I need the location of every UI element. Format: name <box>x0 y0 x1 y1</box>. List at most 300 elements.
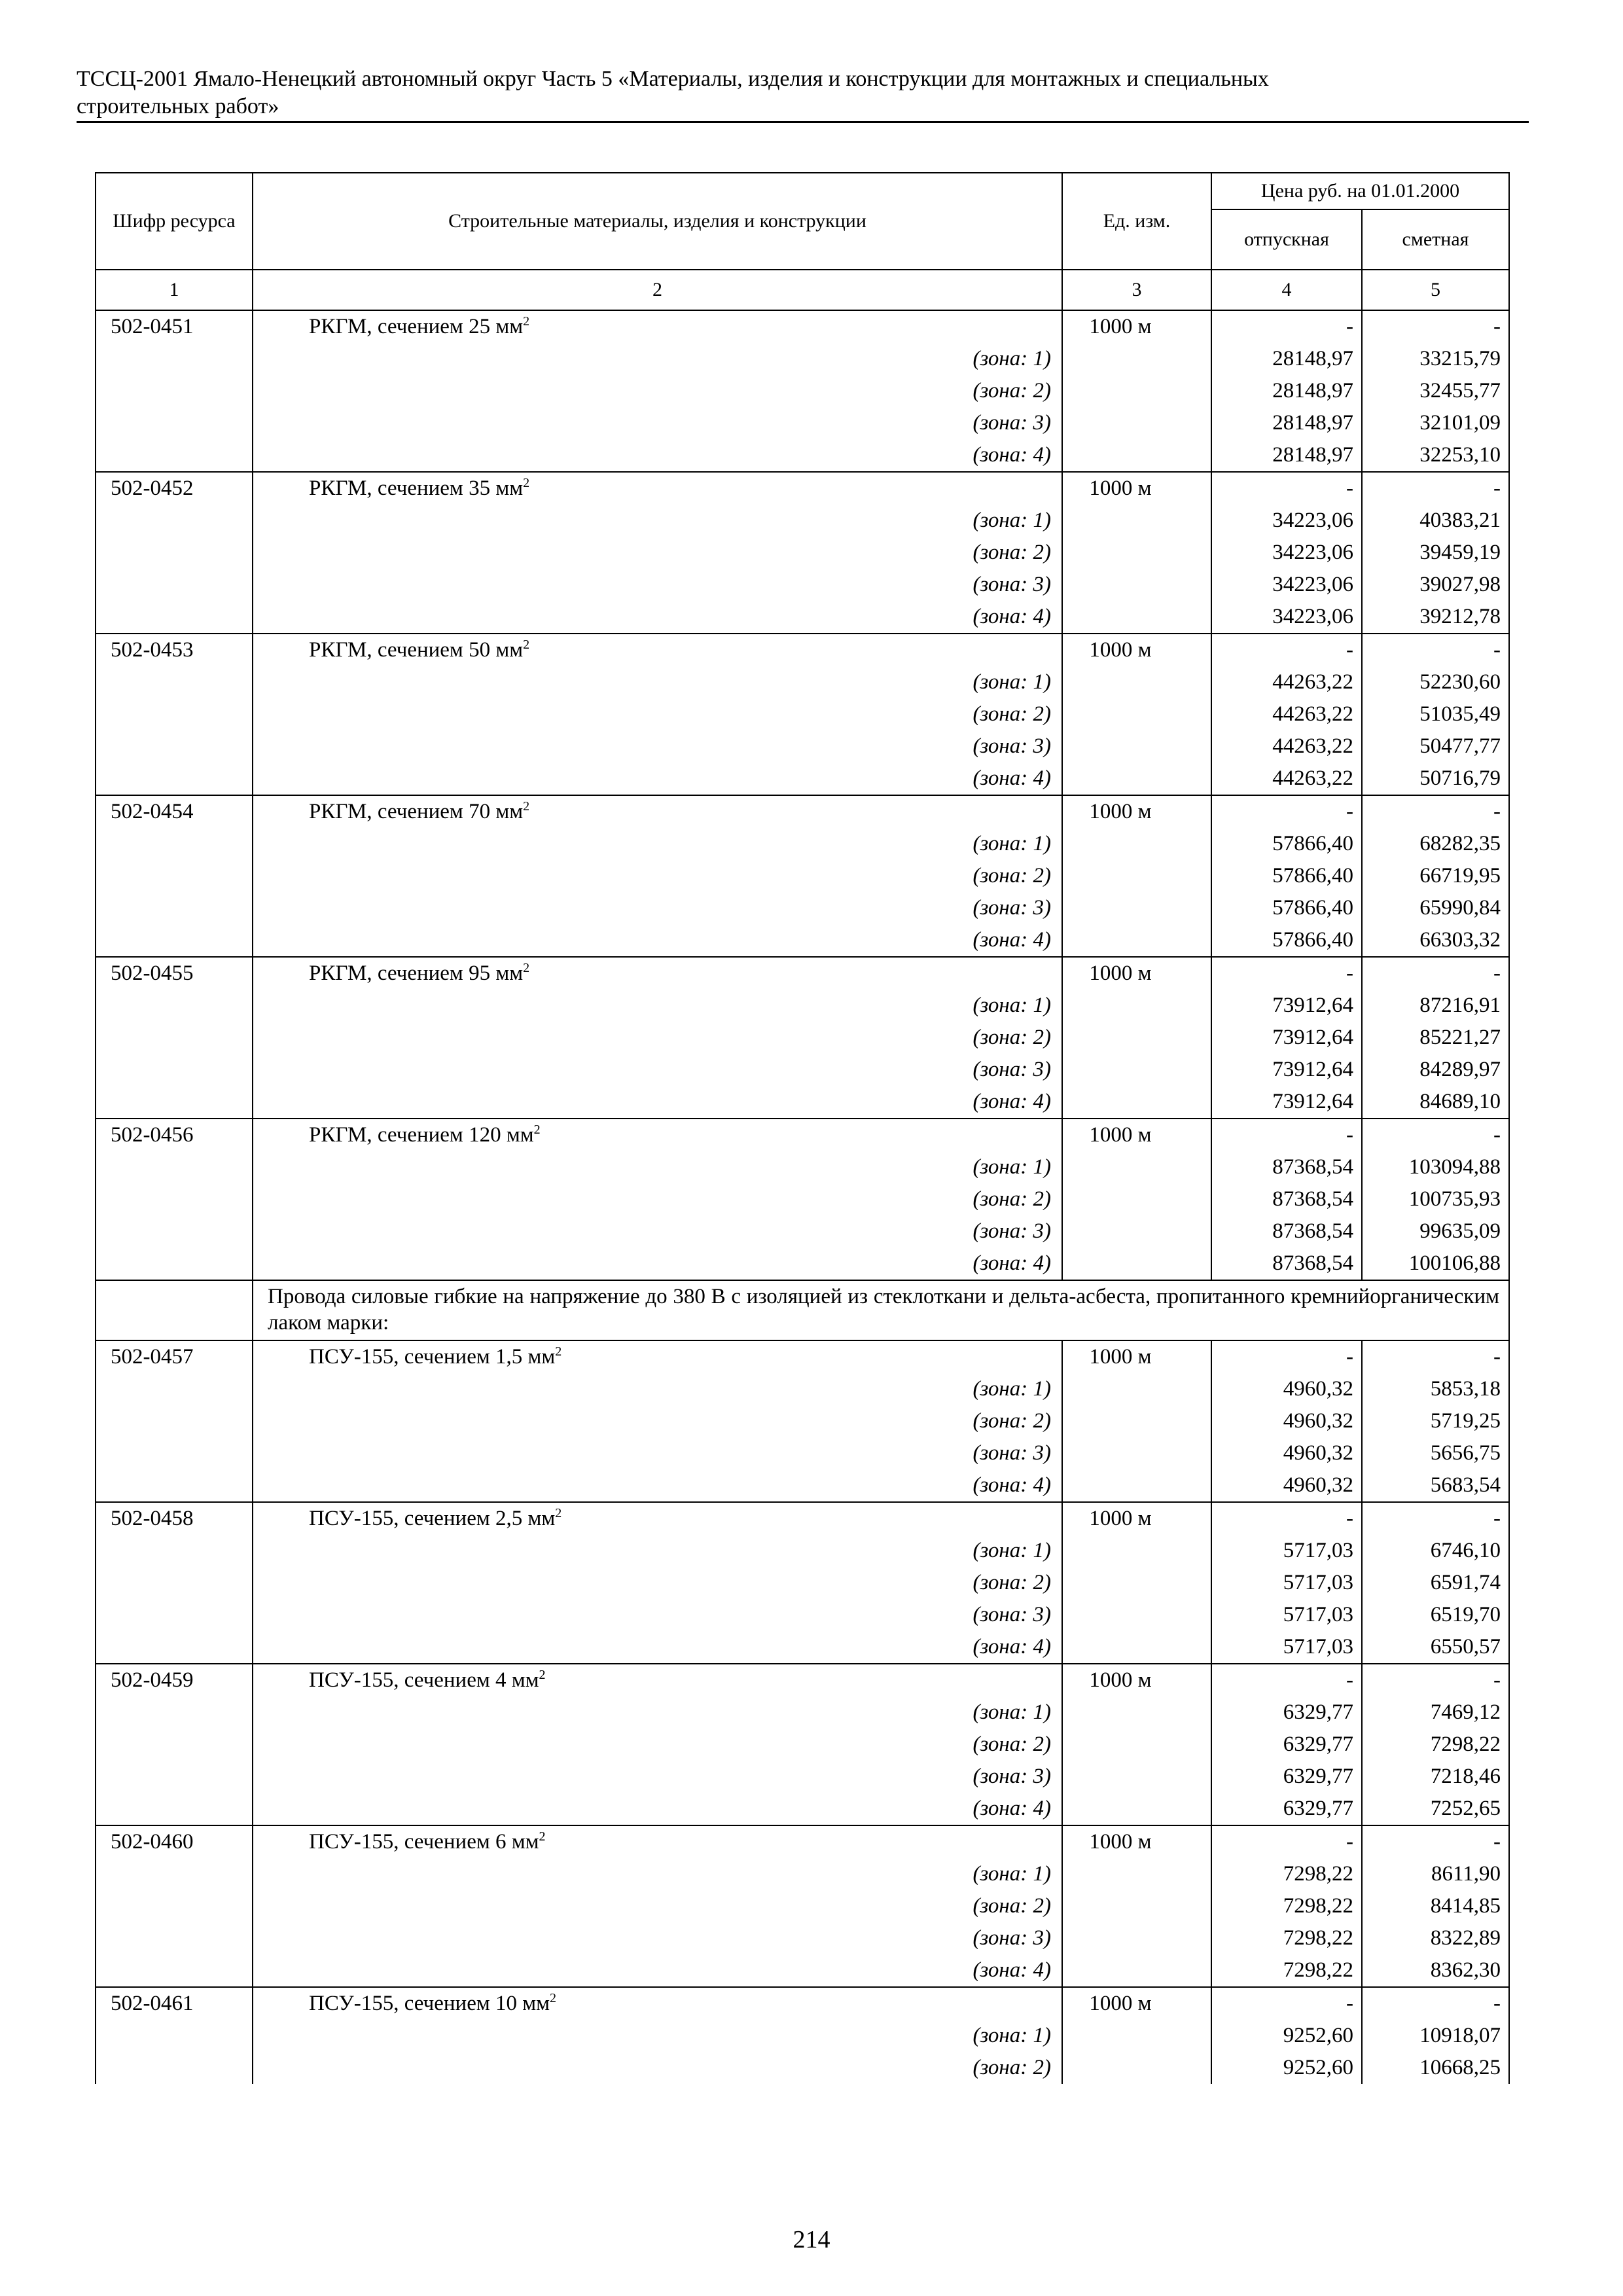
material-name: РКГМ, сечением 50 мм <box>309 638 524 662</box>
zone-price-release: 4960,32 <box>1211 1469 1362 1502</box>
zone-price-release: 57866,40 <box>1211 892 1362 924</box>
zone-row <box>96 1599 1509 1631</box>
zone-price-release: 6329,77 <box>1211 1729 1362 1761</box>
item-row <box>96 634 1509 666</box>
zone-price-estimate: 5719,25 <box>1362 1405 1509 1437</box>
zone-unit-cell <box>1062 1373 1211 1405</box>
zone-row <box>96 860 1509 892</box>
zone-unit-cell <box>1062 730 1211 762</box>
col-number-4: 4 <box>1211 270 1362 310</box>
zone-price-release: 7298,22 <box>1211 1890 1362 1922</box>
zone-price-release: 73912,64 <box>1211 1022 1362 1054</box>
zone-code-cell <box>96 1022 253 1054</box>
item-row <box>96 1502 1509 1535</box>
resource-code: 502-0452 <box>96 472 253 505</box>
zone-code-cell <box>96 762 253 795</box>
material-name-cell <box>253 472 1062 505</box>
zone-label: (зона: 1) <box>253 666 1062 698</box>
zone-row <box>96 1151 1509 1183</box>
zone-row <box>96 407 1509 439</box>
zone-code-cell <box>96 343 253 375</box>
zone-price-estimate: 8414,85 <box>1362 1890 1509 1922</box>
zone-row <box>96 1954 1509 1987</box>
zone-price-release: 87368,54 <box>1211 1247 1362 1280</box>
material-name: ПСУ-155, сечением 10 мм <box>309 1992 550 2015</box>
zone-price-estimate: 10918,07 <box>1362 2020 1509 2052</box>
header-line-1: ТССЦ-2001 Ямало-Ненецкий автономный округ Часть 5 «Материалы, изделия и конструкции для монтажных и специальных <box>77 67 1269 91</box>
unit-superscript: 2 <box>539 1668 546 1682</box>
zone-price-estimate: 100106,88 <box>1362 1247 1509 1280</box>
zone-code-cell <box>96 439 253 472</box>
zone-unit-cell <box>1062 666 1211 698</box>
resource-code: 502-0460 <box>96 1825 253 1858</box>
zone-price-estimate: 50477,77 <box>1362 730 1509 762</box>
zone-unit-cell <box>1062 1567 1211 1599</box>
item-row <box>96 472 1509 505</box>
zone-unit-cell <box>1062 375 1211 407</box>
unit: 1000 м <box>1062 634 1211 666</box>
zone-label: (зона: 3) <box>253 1599 1062 1631</box>
price-release: - <box>1211 795 1362 828</box>
item-row <box>96 795 1509 828</box>
zone-price-estimate: 66719,95 <box>1362 860 1509 892</box>
zone-unit-cell <box>1062 1761 1211 1793</box>
unit-superscript: 2 <box>555 1344 562 1359</box>
zone-price-estimate: 99635,09 <box>1362 1215 1509 1247</box>
zone-label: (зона: 1) <box>253 505 1062 537</box>
zone-unit-cell <box>1062 828 1211 860</box>
unit: 1000 м <box>1062 1825 1211 1858</box>
zone-label: (зона: 2) <box>253 1729 1062 1761</box>
zone-code-cell <box>96 2052 253 2084</box>
zone-row <box>96 1086 1509 1119</box>
unit: 1000 м <box>1062 795 1211 828</box>
zone-price-estimate: 6591,74 <box>1362 1567 1509 1599</box>
material-name: РКГМ, сечением 95 мм <box>309 961 524 985</box>
zone-label: (зона: 2) <box>253 537 1062 569</box>
zone-unit-cell <box>1062 1729 1211 1761</box>
price-estimate: - <box>1362 1340 1509 1373</box>
price-release: - <box>1211 1825 1362 1858</box>
zone-price-estimate: 32253,10 <box>1362 439 1509 472</box>
zone-price-estimate: 7218,46 <box>1362 1761 1509 1793</box>
zone-price-estimate: 7252,65 <box>1362 1793 1509 1825</box>
zone-unit-cell <box>1062 537 1211 569</box>
material-name-cell <box>253 795 1062 828</box>
unit-superscript: 2 <box>523 314 530 329</box>
col-header-name: Строительные материалы, изделия и конструкции <box>253 173 1062 270</box>
zone-price-estimate: 7298,22 <box>1362 1729 1509 1761</box>
material-name-cell <box>253 634 1062 666</box>
zone-label: (зона: 2) <box>253 1405 1062 1437</box>
unit-superscript: 2 <box>523 799 530 814</box>
zone-label: (зона: 4) <box>253 1469 1062 1502</box>
zone-unit-cell <box>1062 1858 1211 1890</box>
zone-unit-cell <box>1062 439 1211 472</box>
unit: 1000 м <box>1062 1340 1211 1373</box>
item-row <box>96 1119 1509 1151</box>
zone-row <box>96 1793 1509 1825</box>
zone-code-cell <box>96 1215 253 1247</box>
zone-row <box>96 1631 1509 1664</box>
zone-price-release: 44263,22 <box>1211 698 1362 730</box>
resource-code: 502-0454 <box>96 795 253 828</box>
zone-price-estimate: 32101,09 <box>1362 407 1509 439</box>
item-row <box>96 310 1509 343</box>
zone-price-estimate: 5683,54 <box>1362 1469 1509 1502</box>
price-release: - <box>1211 1664 1362 1696</box>
zone-label: (зона: 1) <box>253 1696 1062 1729</box>
zone-price-estimate: 8611,90 <box>1362 1858 1509 1890</box>
zone-price-estimate: 84289,97 <box>1362 1054 1509 1086</box>
zone-label: (зона: 3) <box>253 1437 1062 1469</box>
price-estimate: - <box>1362 472 1509 505</box>
zone-code-cell <box>96 407 253 439</box>
material-name: РКГМ, сечением 70 мм <box>309 800 524 823</box>
unit-superscript: 2 <box>523 476 530 490</box>
zone-row <box>96 1373 1509 1405</box>
zone-code-cell <box>96 860 253 892</box>
zone-row <box>96 892 1509 924</box>
zone-price-release: 87368,54 <box>1211 1183 1362 1215</box>
price-release: - <box>1211 634 1362 666</box>
zone-code-cell <box>96 1922 253 1954</box>
col-header-unit: Ед. изм. <box>1062 173 1211 270</box>
unit: 1000 м <box>1062 1987 1211 2020</box>
unit: 1000 м <box>1062 310 1211 343</box>
zone-unit-cell <box>1062 1922 1211 1954</box>
material-name-cell <box>253 957 1062 990</box>
zone-unit-cell <box>1062 1022 1211 1054</box>
zone-price-release: 5717,03 <box>1211 1567 1362 1599</box>
price-release: - <box>1211 472 1362 505</box>
price-release: - <box>1211 1119 1362 1151</box>
zone-unit-cell <box>1062 698 1211 730</box>
item-row <box>96 957 1509 990</box>
zone-unit-cell <box>1062 601 1211 634</box>
zone-unit-cell <box>1062 892 1211 924</box>
zone-unit-cell <box>1062 1215 1211 1247</box>
zone-label: (зона: 4) <box>253 439 1062 472</box>
zone-row <box>96 601 1509 634</box>
zone-row <box>96 439 1509 472</box>
zone-price-estimate: 32455,77 <box>1362 375 1509 407</box>
zone-row <box>96 1469 1509 1502</box>
zone-price-estimate: 39027,98 <box>1362 569 1509 601</box>
zone-price-estimate: 5656,75 <box>1362 1437 1509 1469</box>
material-name-cell <box>253 1502 1062 1535</box>
zone-code-cell <box>96 537 253 569</box>
unit: 1000 м <box>1062 472 1211 505</box>
col-number-3: 3 <box>1062 270 1211 310</box>
unit: 1000 м <box>1062 1502 1211 1535</box>
zone-code-cell <box>96 1469 253 1502</box>
zone-label: (зона: 4) <box>253 762 1062 795</box>
zone-price-estimate: 66303,32 <box>1362 924 1509 957</box>
zone-price-release: 34223,06 <box>1211 537 1362 569</box>
resource-code: 502-0461 <box>96 1987 253 2020</box>
resource-code: 502-0451 <box>96 310 253 343</box>
zone-code-cell <box>96 1696 253 1729</box>
col-header-price-group: Цена руб. на 01.01.2000 <box>1211 173 1509 209</box>
zone-label: (зона: 2) <box>253 1183 1062 1215</box>
zone-code-cell <box>96 1151 253 1183</box>
price-release: - <box>1211 1987 1362 2020</box>
zone-code-cell <box>96 1437 253 1469</box>
zone-price-estimate: 6550,57 <box>1362 1631 1509 1664</box>
zone-code-cell <box>96 569 253 601</box>
unit: 1000 м <box>1062 957 1211 990</box>
zone-row <box>96 1535 1509 1567</box>
zone-row <box>96 1729 1509 1761</box>
zone-price-estimate: 8322,89 <box>1362 1922 1509 1954</box>
zone-price-estimate: 50716,79 <box>1362 762 1509 795</box>
zone-code-cell <box>96 924 253 957</box>
zone-row <box>96 666 1509 698</box>
zone-price-estimate: 39459,19 <box>1362 537 1509 569</box>
zone-row <box>96 698 1509 730</box>
zone-code-cell <box>96 1954 253 1987</box>
unit-superscript: 2 <box>550 1991 556 2005</box>
zone-price-release: 28148,97 <box>1211 407 1362 439</box>
material-name-cell <box>253 1664 1062 1696</box>
zone-row <box>96 343 1509 375</box>
zone-unit-cell <box>1062 990 1211 1022</box>
zone-unit-cell <box>1062 1696 1211 1729</box>
unit: 1000 м <box>1062 1664 1211 1696</box>
zone-price-release: 44263,22 <box>1211 666 1362 698</box>
zone-row <box>96 990 1509 1022</box>
resource-code: 502-0459 <box>96 1664 253 1696</box>
header-rule <box>77 121 1529 123</box>
item-row <box>96 1825 1509 1858</box>
zone-code-cell <box>96 1729 253 1761</box>
zone-price-release: 5717,03 <box>1211 1535 1362 1567</box>
zone-label: (зона: 3) <box>253 1215 1062 1247</box>
section-note: Провода силовые гибкие на напряжение до 380 В с изоляцией из стеклоткани и дельта-асбеста, пропитанного кремнийорганическим лаком марки: <box>253 1280 1509 1340</box>
zone-unit-cell <box>1062 1151 1211 1183</box>
zone-label: (зона: 2) <box>253 2052 1062 2084</box>
zone-unit-cell <box>1062 1631 1211 1664</box>
zone-price-release: 7298,22 <box>1211 1858 1362 1890</box>
zone-price-release: 28148,97 <box>1211 343 1362 375</box>
zone-row <box>96 505 1509 537</box>
zone-label: (зона: 1) <box>253 990 1062 1022</box>
zone-code-cell <box>96 1567 253 1599</box>
zone-price-release: 44263,22 <box>1211 730 1362 762</box>
zone-price-estimate: 51035,49 <box>1362 698 1509 730</box>
zone-code-cell <box>96 990 253 1022</box>
zone-label: (зона: 3) <box>253 730 1062 762</box>
zone-price-release: 44263,22 <box>1211 762 1362 795</box>
zone-label: (зона: 2) <box>253 860 1062 892</box>
price-estimate: - <box>1362 634 1509 666</box>
zone-code-cell <box>96 375 253 407</box>
zone-code-cell <box>96 1535 253 1567</box>
material-name-cell <box>253 1825 1062 1858</box>
zone-price-estimate: 39212,78 <box>1362 601 1509 634</box>
material-name-cell <box>253 1340 1062 1373</box>
unit-superscript: 2 <box>533 1122 541 1137</box>
resource-code: 502-0455 <box>96 957 253 990</box>
zone-row <box>96 1215 1509 1247</box>
zone-code-cell <box>96 666 253 698</box>
zone-row <box>96 1054 1509 1086</box>
material-name: РКГМ, сечением 25 мм <box>309 315 524 338</box>
zone-row <box>96 1405 1509 1437</box>
zone-row <box>96 2020 1509 2052</box>
price-estimate: - <box>1362 1664 1509 1696</box>
price-release: - <box>1211 1340 1362 1373</box>
zone-row <box>96 1922 1509 1954</box>
col-number-1: 1 <box>96 270 253 310</box>
zone-price-release: 7298,22 <box>1211 1954 1362 1987</box>
price-table <box>95 172 1510 2084</box>
zone-row <box>96 1761 1509 1793</box>
zone-row <box>96 1890 1509 1922</box>
col-header-price-estimate: сметная <box>1362 209 1509 270</box>
zone-price-estimate: 103094,88 <box>1362 1151 1509 1183</box>
price-estimate: - <box>1362 1502 1509 1535</box>
zone-label: (зона: 3) <box>253 407 1062 439</box>
zone-price-estimate: 87216,91 <box>1362 990 1509 1022</box>
zone-row <box>96 1858 1509 1890</box>
zone-unit-cell <box>1062 343 1211 375</box>
zone-price-release: 87368,54 <box>1211 1215 1362 1247</box>
resource-code: 502-0456 <box>96 1119 253 1151</box>
zone-row <box>96 828 1509 860</box>
zone-unit-cell <box>1062 2052 1211 2084</box>
zone-price-release: 7298,22 <box>1211 1922 1362 1954</box>
zone-label: (зона: 3) <box>253 1054 1062 1086</box>
zone-price-estimate: 10668,25 <box>1362 2052 1509 2084</box>
zone-unit-cell <box>1062 2020 1211 2052</box>
header-line-2: строительных работ» <box>77 94 279 118</box>
price-release: - <box>1211 310 1362 343</box>
zone-label: (зона: 1) <box>253 828 1062 860</box>
zone-unit-cell <box>1062 860 1211 892</box>
zone-price-release: 73912,64 <box>1211 1054 1362 1086</box>
zone-price-release: 6329,77 <box>1211 1793 1362 1825</box>
zone-price-estimate: 84689,10 <box>1362 1086 1509 1119</box>
col-header-code: Шифр ресурса <box>96 173 253 270</box>
zone-unit-cell <box>1062 1405 1211 1437</box>
zone-price-release: 34223,06 <box>1211 569 1362 601</box>
zone-unit-cell <box>1062 1247 1211 1280</box>
zone-unit-cell <box>1062 1437 1211 1469</box>
unit: 1000 м <box>1062 1119 1211 1151</box>
zone-price-release: 4960,32 <box>1211 1405 1362 1437</box>
zone-code-cell <box>96 1054 253 1086</box>
zone-price-release: 6329,77 <box>1211 1696 1362 1729</box>
zone-price-estimate: 6746,10 <box>1362 1535 1509 1567</box>
price-estimate: - <box>1362 957 1509 990</box>
zone-row <box>96 375 1509 407</box>
zone-price-estimate: 8362,30 <box>1362 1954 1509 1987</box>
zone-row <box>96 1696 1509 1729</box>
material-name: РКГМ, сечением 35 мм <box>309 476 524 500</box>
zone-code-cell <box>96 505 253 537</box>
page-header <box>77 65 1529 120</box>
zone-price-release: 9252,60 <box>1211 2020 1362 2052</box>
zone-row <box>96 730 1509 762</box>
zone-row <box>96 569 1509 601</box>
zone-label: (зона: 2) <box>253 1022 1062 1054</box>
zone-price-estimate: 52230,60 <box>1362 666 1509 698</box>
col-number-5: 5 <box>1362 270 1509 310</box>
zone-label: (зона: 3) <box>253 1922 1062 1954</box>
unit-superscript: 2 <box>523 961 530 975</box>
material-name-cell <box>253 1987 1062 2020</box>
zone-price-release: 9252,60 <box>1211 2052 1362 2084</box>
zone-unit-cell <box>1062 1599 1211 1631</box>
zone-code-cell <box>96 892 253 924</box>
zone-label: (зона: 4) <box>253 1631 1062 1664</box>
zone-price-release: 4960,32 <box>1211 1373 1362 1405</box>
material-name: ПСУ-155, сечением 2,5 мм <box>309 1507 556 1530</box>
zone-code-cell <box>96 1793 253 1825</box>
material-name-cell <box>253 1119 1062 1151</box>
zone-price-estimate: 100735,93 <box>1362 1183 1509 1215</box>
col-number-2: 2 <box>253 270 1062 310</box>
zone-unit-cell <box>1062 1086 1211 1119</box>
material-name: ПСУ-155, сечением 4 мм <box>309 1668 539 1692</box>
item-row <box>96 1340 1509 1373</box>
zone-label: (зона: 4) <box>253 1793 1062 1825</box>
zone-label: (зона: 4) <box>253 601 1062 634</box>
material-name: ПСУ-155, сечением 1,5 мм <box>309 1345 556 1369</box>
zone-price-estimate: 6519,70 <box>1362 1599 1509 1631</box>
price-estimate: - <box>1362 1987 1509 2020</box>
zone-label: (зона: 3) <box>253 1761 1062 1793</box>
zone-label: (зона: 3) <box>253 892 1062 924</box>
zone-price-estimate: 65990,84 <box>1362 892 1509 924</box>
zone-row <box>96 1183 1509 1215</box>
zone-code-cell <box>96 1183 253 1215</box>
unit-superscript: 2 <box>539 1829 546 1844</box>
zone-code-cell <box>96 1890 253 1922</box>
unit-superscript: 2 <box>555 1506 562 1520</box>
zone-label: (зона: 4) <box>253 1247 1062 1280</box>
zone-code-cell <box>96 1858 253 1890</box>
resource-code: 502-0453 <box>96 634 253 666</box>
zone-code-cell <box>96 730 253 762</box>
zone-price-release: 57866,40 <box>1211 924 1362 957</box>
zone-unit-cell <box>1062 762 1211 795</box>
zone-code-cell <box>96 1631 253 1664</box>
price-estimate: - <box>1362 1119 1509 1151</box>
zone-price-estimate: 68282,35 <box>1362 828 1509 860</box>
zone-row <box>96 762 1509 795</box>
price-release: - <box>1211 957 1362 990</box>
zone-label: (зона: 3) <box>253 569 1062 601</box>
zone-row <box>96 1567 1509 1599</box>
zone-price-estimate: 85221,27 <box>1362 1022 1509 1054</box>
zone-label: (зона: 2) <box>253 1567 1062 1599</box>
zone-unit-cell <box>1062 1793 1211 1825</box>
material-name: РКГМ, сечением 120 мм <box>309 1123 534 1147</box>
zone-label: (зона: 4) <box>253 1086 1062 1119</box>
zone-row <box>96 537 1509 569</box>
zone-price-release: 5717,03 <box>1211 1599 1362 1631</box>
zone-code-cell <box>96 1247 253 1280</box>
zone-price-release: 57866,40 <box>1211 860 1362 892</box>
unit-superscript: 2 <box>523 637 530 652</box>
resource-code: 502-0457 <box>96 1340 253 1373</box>
zone-row <box>96 2052 1509 2084</box>
zone-label: (зона: 4) <box>253 924 1062 957</box>
price-estimate: - <box>1362 795 1509 828</box>
